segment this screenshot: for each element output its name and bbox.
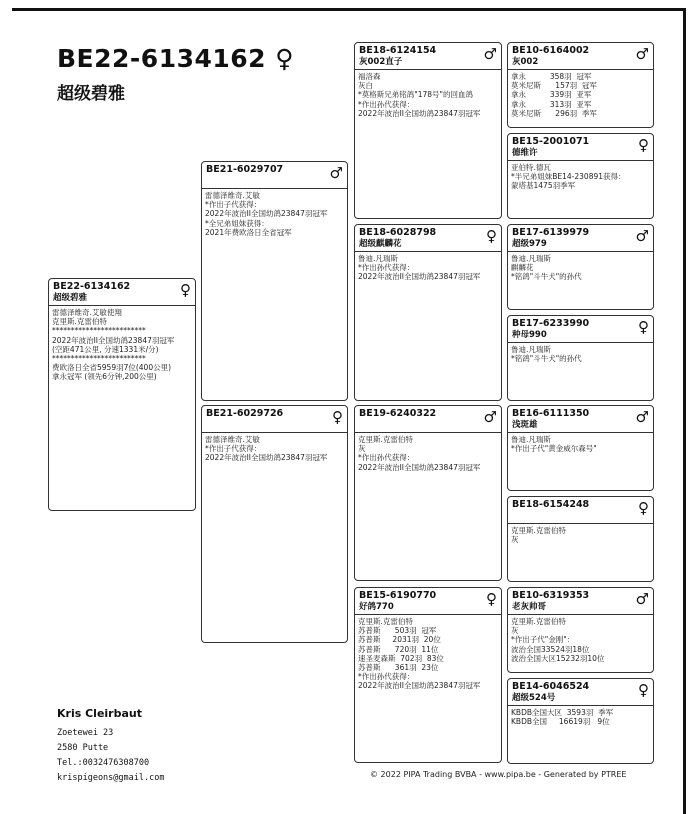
female-icon: ♀ bbox=[638, 499, 649, 517]
card-notes bbox=[508, 70, 653, 120]
card-header bbox=[202, 162, 347, 189]
note-line: 亚伯特.德瓦 bbox=[511, 163, 551, 172]
card-notes bbox=[508, 524, 653, 546]
note-line: 克里斯.克雷伯特 bbox=[511, 617, 566, 626]
card-notes bbox=[508, 706, 653, 728]
note-line: 雷德泽维奇.艾敏 bbox=[205, 435, 260, 444]
card-notes bbox=[508, 615, 653, 665]
card-ssd bbox=[507, 133, 654, 219]
note-line: *半兄弟姐妹BE14-230891获得： bbox=[511, 172, 626, 182]
female-icon: ♀ bbox=[332, 408, 343, 426]
note-line: ************************* bbox=[52, 326, 146, 336]
male-icon: ♂ bbox=[483, 408, 497, 426]
card-header bbox=[508, 679, 653, 706]
card-dss bbox=[507, 405, 654, 491]
card-header bbox=[508, 588, 653, 615]
pigeon-name: 超级979 bbox=[512, 239, 547, 249]
ring-number: BE21-6029707 bbox=[206, 164, 284, 175]
note-line: 克里斯.克雷伯特 bbox=[52, 317, 107, 327]
note-line: 2022年波治II全国幼鸽23847羽冠军 bbox=[358, 681, 481, 691]
pigeon-name: 超级碧雅 bbox=[57, 84, 125, 104]
card-dam-sire bbox=[354, 405, 502, 581]
note-line: KBDB全国 16619羽 9位 bbox=[511, 717, 610, 727]
card-sdd bbox=[507, 315, 654, 401]
pigeon-name: 浅斑雄 bbox=[512, 420, 538, 430]
pigeon-name: 超级碧雅 bbox=[53, 293, 88, 303]
owner-address1: Zoetewei 23 bbox=[57, 728, 114, 738]
card-dam-dam bbox=[354, 587, 502, 763]
note-line: *铭鸽"斗牛犬"的孙代 bbox=[511, 354, 582, 364]
card-header bbox=[355, 43, 501, 70]
male-icon: ♂ bbox=[483, 45, 497, 63]
note-line: *铭鸽"斗牛犬"的孙代 bbox=[511, 272, 582, 282]
ring-number: BE17-6233990 bbox=[512, 318, 590, 329]
male-icon: ♂ bbox=[329, 164, 343, 182]
note-line: 鲁迪.凡瑞斯 bbox=[511, 345, 551, 354]
pedigree-title bbox=[57, 44, 294, 73]
note-line: *作出子代"黄金威尔森号" bbox=[511, 444, 597, 454]
note-line: 速圣麦森斯 702羽 83位 bbox=[358, 653, 444, 663]
card-header bbox=[508, 497, 653, 524]
ring-number: BE18-6124154 bbox=[359, 45, 437, 56]
card-notes bbox=[508, 433, 653, 455]
pigeon-name: 种母990 bbox=[512, 330, 547, 340]
note-line: KBDB全国大区 3593羽 季军 bbox=[511, 708, 614, 717]
note-line: 波治全国33524羽18位 bbox=[511, 644, 590, 654]
note-line: 鲁迪.凡瑞斯 bbox=[511, 254, 551, 263]
card-header bbox=[508, 406, 653, 433]
note-line: *作出孙代获得： bbox=[358, 453, 415, 463]
note-line: (空距471公里, 分速1331米/分) bbox=[52, 344, 159, 354]
ring-number: BE15-2001071 bbox=[512, 136, 590, 147]
card-header bbox=[355, 225, 501, 252]
note-line: 苏普斯 361羽 23位 bbox=[358, 663, 439, 673]
note-line: 麒麟花 bbox=[511, 263, 534, 273]
ring-number: BE15-6190770 bbox=[359, 590, 437, 601]
female-icon: ♀ bbox=[486, 227, 497, 245]
note-line: 2021年费欧洛日全省冠军 bbox=[205, 227, 292, 237]
note-line: *莫格斯兄弟铭鸽"178号"的回血鸽 bbox=[358, 90, 473, 100]
owner-name: Kris Cleirbaut bbox=[57, 707, 142, 720]
owner-address2: 2580 Putte bbox=[57, 743, 109, 753]
male-icon: ♂ bbox=[635, 590, 649, 608]
female-icon: ♀ bbox=[638, 681, 649, 699]
card-header bbox=[355, 406, 501, 433]
pigeon-name: 老灰帅哥 bbox=[512, 602, 547, 612]
card-sire bbox=[201, 161, 348, 401]
note-line: *全兄弟姐妹获得： bbox=[205, 218, 269, 228]
note-line: 2022年波治II全国幼鸽23847羽冠军 bbox=[358, 272, 481, 282]
pigeon-name: 德维许 bbox=[512, 148, 538, 158]
note-line: 克里斯.克雷伯特 bbox=[511, 526, 566, 535]
note-line: 2022年波治II全国幼鸽23847羽冠军 bbox=[358, 462, 481, 472]
card-subject bbox=[48, 278, 196, 511]
card-notes bbox=[202, 433, 347, 465]
female-icon: ♀ bbox=[638, 318, 649, 336]
note-line: *作出孙代获得： bbox=[358, 263, 415, 273]
note-line: ************************* bbox=[52, 354, 146, 364]
page-frame-top bbox=[12, 8, 684, 11]
card-header bbox=[508, 225, 653, 252]
owner-contact bbox=[57, 707, 164, 786]
card-sds bbox=[507, 224, 654, 310]
card-sss bbox=[507, 42, 654, 128]
male-icon: ♂ bbox=[635, 408, 649, 426]
pigeon-name: 超级麒麟花 bbox=[359, 239, 402, 249]
ring-number: BE22-6134162 bbox=[53, 281, 131, 292]
card-notes bbox=[355, 615, 501, 693]
note-line: *作出子代获得： bbox=[205, 444, 262, 454]
card-notes bbox=[355, 70, 501, 120]
note-line: 克里斯.克雷伯特 bbox=[358, 617, 413, 626]
card-header bbox=[355, 588, 501, 615]
card-dsd bbox=[507, 496, 654, 582]
card-notes bbox=[49, 306, 195, 384]
note-line: 灰白 bbox=[358, 81, 373, 91]
card-header bbox=[202, 406, 347, 433]
male-icon: ♂ bbox=[635, 45, 649, 63]
ring-number: BE17-6139979 bbox=[512, 227, 590, 238]
card-header bbox=[508, 43, 653, 70]
note-line: *作出孙代获得： bbox=[358, 99, 415, 109]
female-icon: ♀ bbox=[275, 44, 295, 73]
ring-number: BE21-6029726 bbox=[206, 408, 284, 419]
card-dam bbox=[201, 405, 348, 643]
female-icon: ♀ bbox=[638, 136, 649, 154]
ring-number: BE18-6154248 bbox=[512, 499, 590, 510]
male-icon: ♂ bbox=[635, 227, 649, 245]
female-icon: ♀ bbox=[486, 590, 497, 608]
card-header bbox=[508, 316, 653, 343]
title-ring: BE22-6134162 bbox=[57, 44, 267, 73]
card-notes bbox=[355, 433, 501, 474]
card-notes bbox=[508, 252, 653, 284]
ring-number: BE19-6240322 bbox=[359, 408, 437, 419]
card-notes bbox=[508, 343, 653, 365]
note-line: 拿永 313羽 亚军 bbox=[511, 99, 592, 109]
note-line: 苏普斯 720羽 11位 bbox=[358, 644, 439, 654]
pigeon-name: 超级524号 bbox=[512, 693, 556, 703]
note-line: 费欧洛日全省5959羽7位(400公里) bbox=[52, 363, 172, 373]
note-line: 灰 bbox=[358, 444, 366, 454]
note-line: *作出子代"金刚"： bbox=[511, 635, 575, 645]
note-line: 灰 bbox=[511, 626, 519, 636]
card-sire-dam bbox=[354, 224, 502, 401]
card-notes bbox=[508, 161, 653, 193]
pigeon-name: 好鸽770 bbox=[359, 602, 394, 612]
footer-credit: © 2022 PIPA Trading BVBA - www.pipa.be - Generated by PTREE bbox=[370, 770, 627, 779]
card-notes bbox=[202, 189, 347, 239]
owner-email: krispigeons@gmail.com bbox=[57, 773, 165, 783]
note-line: 2022年波治II全国幼鸽23847羽冠军 bbox=[205, 209, 328, 219]
ring-number: BE10-6164002 bbox=[512, 45, 590, 56]
note-line: 鲁迪.凡瑞斯 bbox=[511, 435, 551, 444]
note-line: 波治全国大区15232羽10位 bbox=[511, 653, 605, 663]
note-line: 拿永 358羽 冠军 bbox=[511, 72, 592, 81]
ring-number: BE16-6111350 bbox=[512, 408, 590, 419]
note-line: 拿永冠军 (领先6分钟,200公里) bbox=[52, 372, 157, 382]
card-sire-sire bbox=[354, 42, 502, 219]
card-ddd bbox=[507, 678, 654, 764]
note-line: 鲁迪.凡瑞斯 bbox=[358, 254, 398, 263]
note-line: *作出孙代获得： bbox=[358, 672, 415, 682]
owner-phone: Tel.:0032476308700 bbox=[57, 758, 150, 768]
ring-number: BE18-6028798 bbox=[359, 227, 437, 238]
note-line: *作出子代获得： bbox=[205, 200, 262, 210]
note-line: 拿永 339羽 亚军 bbox=[511, 90, 592, 100]
note-line: 雷德泽维奇.艾敏使翔 bbox=[52, 308, 122, 317]
pigeon-name: 灰002 bbox=[512, 57, 539, 67]
card-dds bbox=[507, 587, 654, 673]
ring-number: BE14-6046524 bbox=[512, 681, 590, 692]
sex-icon: ♀ bbox=[180, 281, 191, 299]
card-notes bbox=[355, 252, 501, 284]
note-line: 2022年波治II全国幼鸽23847羽冠军 bbox=[205, 453, 328, 463]
note-line: 2022年波治II全国幼鸽23847羽冠军 bbox=[358, 108, 481, 118]
note-line: 灰 bbox=[511, 535, 519, 545]
note-line: 克里斯.克雷伯特 bbox=[358, 435, 413, 444]
note-line: 苏普斯 503羽 冠军 bbox=[358, 626, 437, 636]
page-frame-right bbox=[683, 8, 686, 814]
note-line: 莫米尼斯 157羽 冠军 bbox=[511, 81, 597, 91]
note-line: 雷德泽维奇.艾敏 bbox=[205, 191, 260, 200]
ring-number: BE10-6319353 bbox=[512, 590, 590, 601]
note-line: 苏普斯 2031羽 20位 bbox=[358, 635, 441, 645]
note-line: 2022年波治II全国幼鸽23847羽冠军 bbox=[52, 335, 175, 345]
note-line: 福洛森 bbox=[358, 72, 381, 81]
note-line: 蒙塔基1475羽季军 bbox=[511, 181, 576, 191]
pigeon-name: 灰002直子 bbox=[359, 57, 403, 67]
note-line: 莫米尼斯 296羽 季军 bbox=[511, 108, 597, 118]
card-header bbox=[508, 134, 653, 161]
card-header bbox=[49, 279, 195, 306]
